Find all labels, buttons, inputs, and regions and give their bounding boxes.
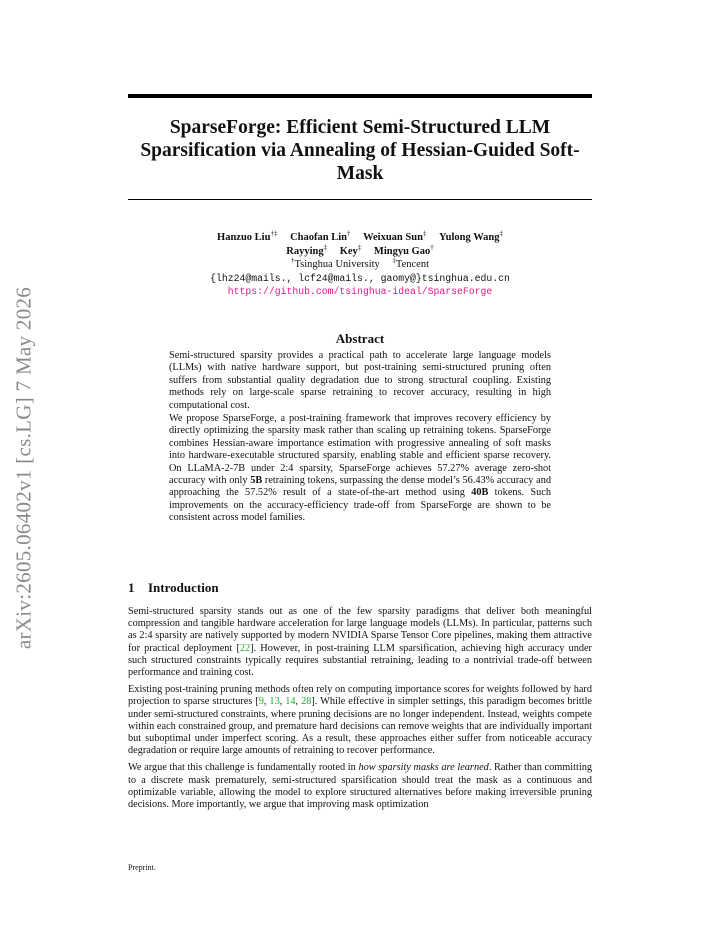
affiliation-tencent: Tencent	[395, 259, 430, 270]
author-affil-mark: †	[346, 229, 351, 238]
author-name: Rayying	[286, 245, 324, 257]
affiliations	[128, 258, 592, 272]
author-name: Weixuan Sun	[363, 232, 423, 243]
arxiv-side-stamp: arXiv:2605.06402v1 [cs.LG] 7 May 2026	[11, 286, 36, 650]
citation-link[interactable]: 14	[285, 696, 296, 708]
section-number: 1	[128, 580, 135, 595]
author-affil-mark: ‡	[323, 243, 328, 251]
author-block	[128, 231, 592, 299]
abstract-heading: Abstract	[335, 331, 385, 346]
author-affil-mark: ‡	[357, 243, 362, 251]
paper-title: SparseForge: Efficient Semi-Structured LLM Sparsification via Annealing of Hessian-Guided Soft-Mask	[140, 117, 580, 184]
author-affil-mark: ‡	[422, 229, 427, 238]
title-top-rule	[128, 94, 592, 98]
intro-text: We argue that this challenge is fundamentally rooted in	[128, 762, 359, 774]
author-name: Mingyu Gao	[373, 245, 431, 257]
author-name: Chaofan Lin	[290, 232, 347, 243]
author-name: Yulong Wang	[439, 232, 500, 243]
abstract-text: We propose SparseForge, a post-training framework that improves recovery efficiency by directly optimizing the sparsity mask rather than scaling up retraining tokens. SparseForge combines Hessian-aware importance estimation with progressive annealing of soft masks into hardware-executable structured sparsity, enabling stable and efficient sparse recovery. On LLaMA-2-7B under 2:4 sparsity, SparseForge achieves 57.27% average zero-shot accuracy with only	[169, 413, 551, 487]
author-line-2	[128, 245, 592, 259]
intro-text: . Rather than committing to a discrete mask prematurely, semi-structured sparsification should treat the mask as a continuous and optimizable variable, allowing the model to explore structured alternatives before making irreversible pruning decisions. More importantly, we argue that improving mask optimization	[128, 762, 592, 811]
section-heading	[128, 580, 219, 596]
abstract-paragraph-2	[169, 413, 551, 525]
intro-text: Existing post-training pruning methods often rely on computing importance scores for weights followed by hard projection to sparse structures [	[128, 684, 592, 708]
intro-text: Semi-structured sparsity stands out as one of the few sparsity paradigms that deliver both meaningful compression and tangible hardware acceleration for large language models (LLMs). In particular, patterns such as 2:4 sparsity are natively supported by modern NVIDIA Sparse Tensor Core pipelines, making them attractive for practical deployment [	[128, 606, 592, 654]
introduction-body	[128, 606, 592, 816]
author-affil-mark: †	[430, 243, 434, 251]
author-emails: {lhz24@mails., lcf24@mails., gaomy@}tsinghua.edu.cn	[210, 272, 510, 284]
intro-paragraph-2: Existing post-training pruning methods often rely on computing importance scores for weights followed by hard projection to sparse structures [9, 13, 14, 28]. While effective in simpler settings, this paradigm becomes brittle under semi-structured constraints, where pruning decisions are no longer independent. Instead, weights compete within each constrained group, and premature hard decisions can remove weights that are individually important but suboptimal under imperfect scoring. As a result, these approaches either suffer from noticeable accuracy degradation or require large amounts of retraining to recover performance.	[128, 684, 593, 757]
abstract-text: retraining tokens, surpassing the dense model’s 56.43% accuracy and approaching the 57.52% result of a state-of-the-art method using	[169, 475, 551, 499]
affiliation-tsinghua: Tsinghua University	[294, 259, 380, 270]
intro-paragraph-1	[128, 606, 592, 679]
intro-emphasis: how sparsity masks are learned	[358, 762, 489, 774]
affil-mark: ‡	[392, 256, 396, 265]
abstract-paragraph-1: Semi-structured sparsity provides a practical path to accelerate large language models (LLMs) with native hardware support, but post-training semi-structured pruning often suffers from substantial quality degradation due to strong structural coupling. Existing methods rely on large-scale sparse retraining to recover accuracy, resulting in high computational cost.	[169, 350, 551, 411]
author-name: Key	[339, 245, 358, 257]
citation-link[interactable]: 9	[258, 696, 264, 708]
citation-link[interactable]: 28	[301, 696, 312, 708]
repo-link[interactable]: https://github.com/tsinghua-ideal/SparseForge	[227, 286, 493, 297]
abstract-text: tokens. Such improvements on the accuracy-efficiency trade-off from SparseForge are shown to be consistent across model families.	[169, 487, 552, 524]
author-name: Hanzuo Liu	[217, 232, 271, 243]
title-bottom-rule	[128, 199, 592, 200]
section-title: Introduction	[148, 580, 219, 595]
intro-paragraph-3	[128, 762, 592, 811]
abstract-bold-5b: 5B	[250, 475, 263, 487]
citation-link[interactable]: 22	[239, 642, 251, 654]
author-affil-mark: †‡	[270, 229, 278, 238]
intro-text: ]. However, in post-training LLM sparsification, achieving high accuracy under such structured constraints typically requires substantial retraining, leading to a nontrivial trade-off between performance and training cost.	[128, 642, 592, 679]
footer-preprint: Preprint.	[128, 863, 156, 872]
author-affil-mark: ‡	[499, 229, 503, 238]
abstract-body	[169, 350, 551, 526]
intro-text: ]. While effective in simpler settings, this paradigm becomes brittle under semi-structured constraints, where pruning decisions are no longer independent. Instead, weights compete within each constrained group, and premature hard decisions can remove weights that are individually important but suboptimal under imperfect scoring. As a result, these approaches either suffer from noticeable accuracy degradation or require large amounts of retraining to recover performance.	[128, 696, 593, 757]
citation-link[interactable]: 13	[269, 696, 280, 708]
affil-mark: †	[290, 256, 295, 265]
abstract-bold-40b: 40B	[471, 487, 489, 499]
